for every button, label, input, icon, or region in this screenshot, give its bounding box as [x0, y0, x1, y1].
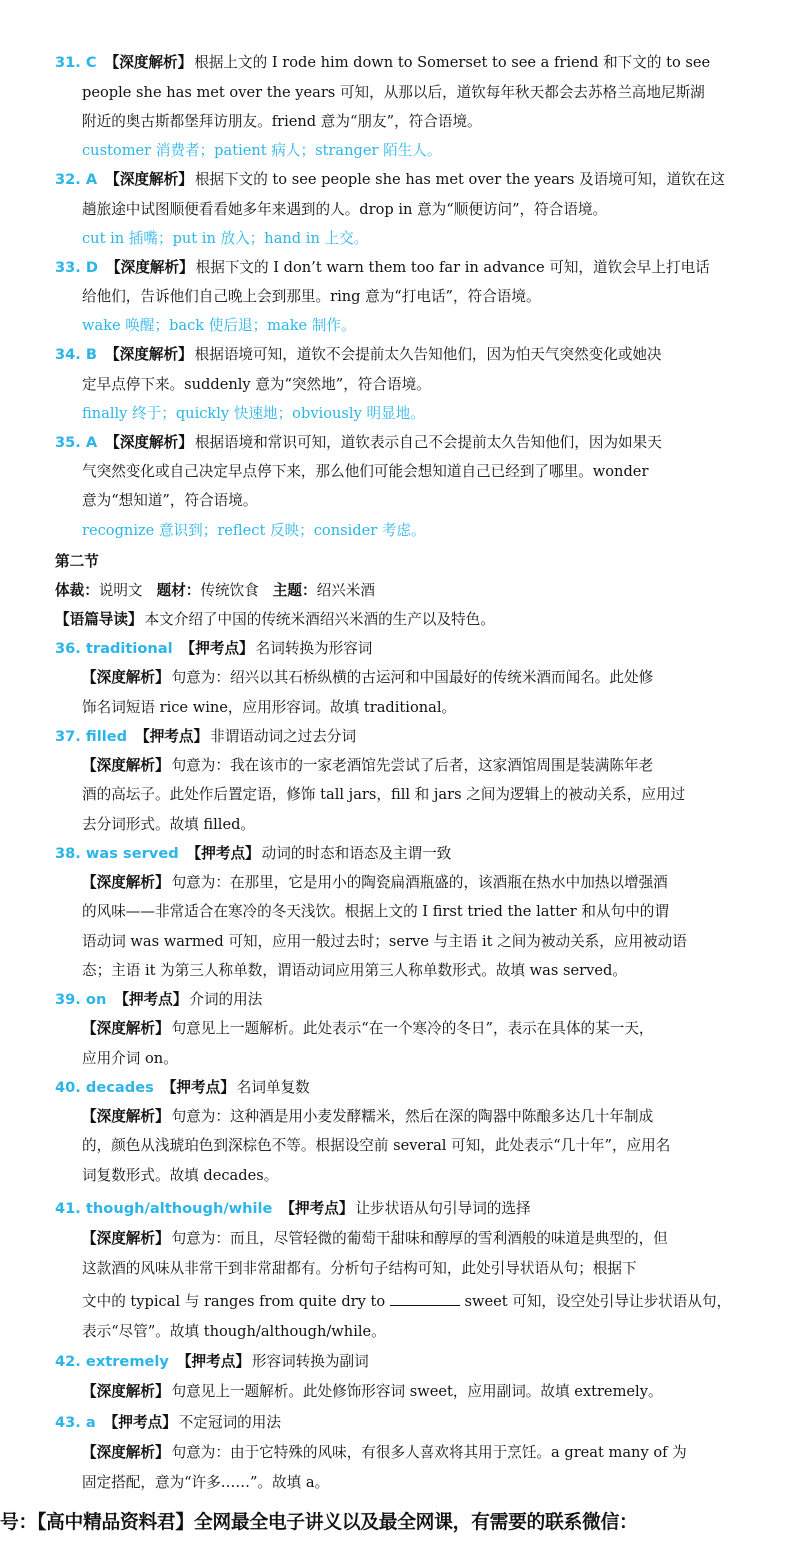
q36-line-1: 【深度解析】 句意为：绍兴以其石桥纵横的古运河和中国最好的传统米酒而闻名。此处修	[82, 669, 654, 686]
q32-line-1: 32. A 【深度解析】 根据下文的 to see people she has met over the years 及语境可知，道钦在这	[55, 171, 725, 188]
q41-header: 41. though/although/while 【押考点】 让步状语从句引导词的选择	[55, 1200, 531, 1217]
q39-line-2: 应用介词 on。	[82, 1050, 178, 1067]
q32-label: 32. A	[55, 171, 98, 188]
q42-line-1: 【深度解析】 句意见上一题解析。此处修饰形容词 sweet，应用副词。故填 extremely。	[82, 1383, 663, 1400]
q40-line-3: 词复数形式。故填 decades。	[82, 1167, 279, 1184]
q37-line-3: 去分词形式。故填 filled。	[82, 816, 256, 833]
q40-label: 40. decades	[55, 1079, 154, 1096]
q31-line-2: people she has met over the years 可知，从那以后，道钦每年秋天都会去苏格兰高地尼斯湖	[82, 84, 705, 101]
q33-label: 33. D	[55, 259, 99, 276]
q35-line-3: 意为“想知道”，符合语境。	[82, 492, 258, 509]
q37-label: 37. filled	[55, 728, 128, 745]
answer-blank	[390, 1291, 460, 1306]
q35-options: recognize 意识到；reflect 反映；consider 考虑。	[82, 522, 426, 539]
q41-line-2: 这款酒的风味从非常干到非常甜都有。分析句子结构可知，此处引导状语从句；根据下	[82, 1260, 637, 1277]
q33-options: wake 唤醒；back 使后退；make 制作。	[82, 317, 356, 334]
q39-line-1: 【深度解析】 句意见上一题解析。此处表示“在一个寒冷的冬日”，表示在具体的某一天，	[82, 1020, 654, 1037]
q36-line-2: 饰名词短语 rice wine，应用形容词。故填 traditional。	[82, 699, 457, 716]
q43-line-1: 【深度解析】 句意为：由于它特殊的风味，有很多人喜欢将其用于烹饪。a great many of 为	[82, 1444, 687, 1461]
q42-header: 42. extremely 【押考点】 形容词转换为副词	[55, 1353, 369, 1370]
q34-line-2: 定早点停下来。suddenly 意为“突然地”，符合语境。	[82, 376, 431, 393]
section-meta: 体裁：说明文 题材：传统饮食 主题：绍兴米酒	[55, 582, 375, 599]
q34-options: finally 终于；quickly 快速地；obviously 明显地。	[82, 405, 425, 422]
section-guide: 【语篇导读】 本文介绍了中国的传统米酒绍兴米酒的生产以及特色。	[55, 611, 495, 628]
q37-line-2: 酒的高坛子。此处作后置定语，修饰 tall jars，fill 和 jars 之间为逻辑上的被动关系，应用过	[82, 786, 686, 803]
q31-line-3: 附近的奥古斯都堡拜访朋友。friend 意为“朋友”，符合语境。	[82, 113, 482, 130]
q38-line-3: 语动词 was warmed 可知，应用一般过去时；serve 与主语 it 之间为被动关系，应用被动语	[82, 933, 687, 950]
section-title: 第二节	[55, 553, 99, 570]
footer-banner: 号：【高中精品资料君】全网最全电子讲义以及最全网课，有需要的联系微信：	[0, 1511, 638, 1533]
q35-line-1: 35. A 【深度解析】 根据语境和常识可知，道钦表示自己不会提前太久告知他们，因为如果天	[55, 434, 662, 451]
q38-label: 38. was served	[55, 845, 179, 862]
q35-line-2: 气突然变化或自己决定早点停下来，那么他们可能会想知道自己已经到了哪里。wonder	[82, 463, 649, 480]
q32-options: cut in 插嘴；put in 放入；hand in 上交。	[82, 230, 369, 247]
q38-line-2: 的风味——非常适合在寒冷的冬天浅饮。根据上文的 I first tried the latter 和从句中的谓	[82, 903, 669, 920]
q41-line-3: 文中的 typical 与 ranges from quite dry to sweet 可知，设空处引导让步状语从句，	[82, 1293, 732, 1310]
q38-line-4: 态；主语 it 为第三人称单数，谓语动词应用第三人称单数形式。故填 was served。	[82, 962, 627, 979]
q40-header: 40. decades 【押考点】 名词单复数	[55, 1079, 310, 1096]
q31-options: customer 消费者；patient 病人；stranger 陌生人。	[82, 142, 442, 159]
q36-header: 36. traditional 【押考点】 名词转换为形容词	[55, 640, 373, 657]
q40-line-1: 【深度解析】 句意为：这种酒是用小麦发酵糯米，然后在深的陶器中陈酿多达几十年制成	[82, 1108, 654, 1125]
q37-line-1: 【深度解析】 句意为：我在该市的一家老酒馆先尝试了后者，这家酒馆周围是装满陈年老	[82, 757, 654, 774]
q41-line-1: 【深度解析】 句意为：而且，尽管轻微的葡萄干甜味和醇厚的雪利酒般的味道是典型的，但	[82, 1230, 668, 1247]
q41-label: 41. though/although/while	[55, 1200, 273, 1217]
q40-line-2: 的，颜色从浅琥珀色到深棕色不等。根据设空前 several 可知，此处表示“几十年”，应用名	[82, 1137, 671, 1154]
q33-line-2: 给他们，告诉他们自己晚上会到那里。ring 意为“打电话”，符合语境。	[82, 288, 541, 305]
q39-header: 39. on 【押考点】 介词的用法	[55, 991, 263, 1008]
q41-line-4: 表示“尽管”。故填 though/although/while。	[82, 1323, 386, 1340]
q42-label: 42. extremely	[55, 1353, 169, 1370]
q43-line-2: 固定搭配，意为“许多……”。故填 a。	[82, 1474, 330, 1491]
q39-label: 39. on	[55, 991, 107, 1008]
q36-label: 36. traditional	[55, 640, 173, 657]
q37-header: 37. filled 【押考点】 非谓语动词之过去分词	[55, 728, 357, 745]
q35-label: 35. A	[55, 434, 98, 451]
q34-label: 34. B	[55, 346, 98, 363]
q43-label: 43. a	[55, 1414, 96, 1431]
q32-line-2: 趟旅途中试图顺便看看她多年来遇到的人。drop in 意为“顺便访问”，符合语境。	[82, 201, 608, 218]
q33-line-1: 33. D 【深度解析】 根据下文的 I don’t warn them too far in advance 可知，道钦会早上打电话	[55, 259, 710, 276]
q38-header: 38. was served 【押考点】 动词的时态和语态及主谓一致	[55, 845, 452, 862]
q31-label: 31. C	[55, 54, 97, 71]
q38-line-1: 【深度解析】 句意为：在那里，它是用小的陶瓷扁酒瓶盛的，该酒瓶在热水中加热以增强酒	[82, 874, 668, 891]
q31-tag: 【深度解析】	[104, 54, 193, 71]
q31-line-1: 31. C 【深度解析】 根据上文的 I rode him down to Somerset to see a friend 和下文的 to see	[55, 54, 711, 71]
q43-header: 43. a 【押考点】 不定冠词的用法	[55, 1414, 281, 1431]
q34-line-1: 34. B 【深度解析】 根据语境可知，道钦不会提前太久告知他们，因为怕天气突然变化或她决	[55, 346, 662, 363]
